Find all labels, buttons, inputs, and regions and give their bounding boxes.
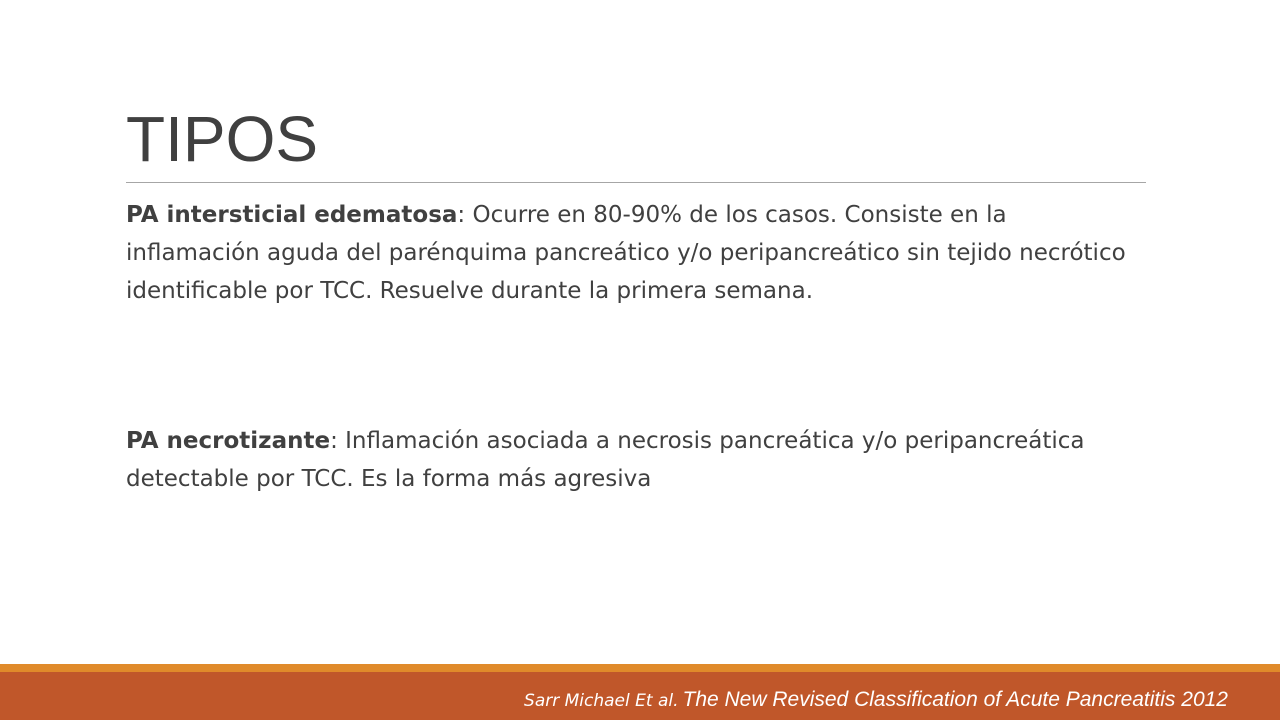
paragraph-text: : Inflamación asociada a necrosis pancreática y/o peripancreática detectable por TCC. Es la forma más agresiva xyxy=(126,428,1085,492)
paragraph-necrotizing xyxy=(126,422,1146,498)
paragraph-term: PA intersticial edematosa xyxy=(126,202,458,228)
slide-title: TIPOS xyxy=(126,103,319,175)
paragraph-interstitial xyxy=(126,196,1146,310)
citation-author: Sarr Michael Et al. xyxy=(524,691,679,711)
citation-title: The New Revised Classification of Acute Pancreatitis 2012 xyxy=(682,688,1228,711)
paragraph-text: : Ocurre en 80-90% de los casos. Consiste en la inflamación aguda del parénquima pancreático y/o peripancreático sin tejido necrótico identificable por TCC. Resuelve durante la primera semana. xyxy=(126,202,1126,304)
title-divider xyxy=(126,182,1146,183)
footer-citation xyxy=(524,686,1228,716)
paragraph-term: PA necrotizante xyxy=(126,428,331,454)
footer-accent-stripe xyxy=(0,664,1280,672)
